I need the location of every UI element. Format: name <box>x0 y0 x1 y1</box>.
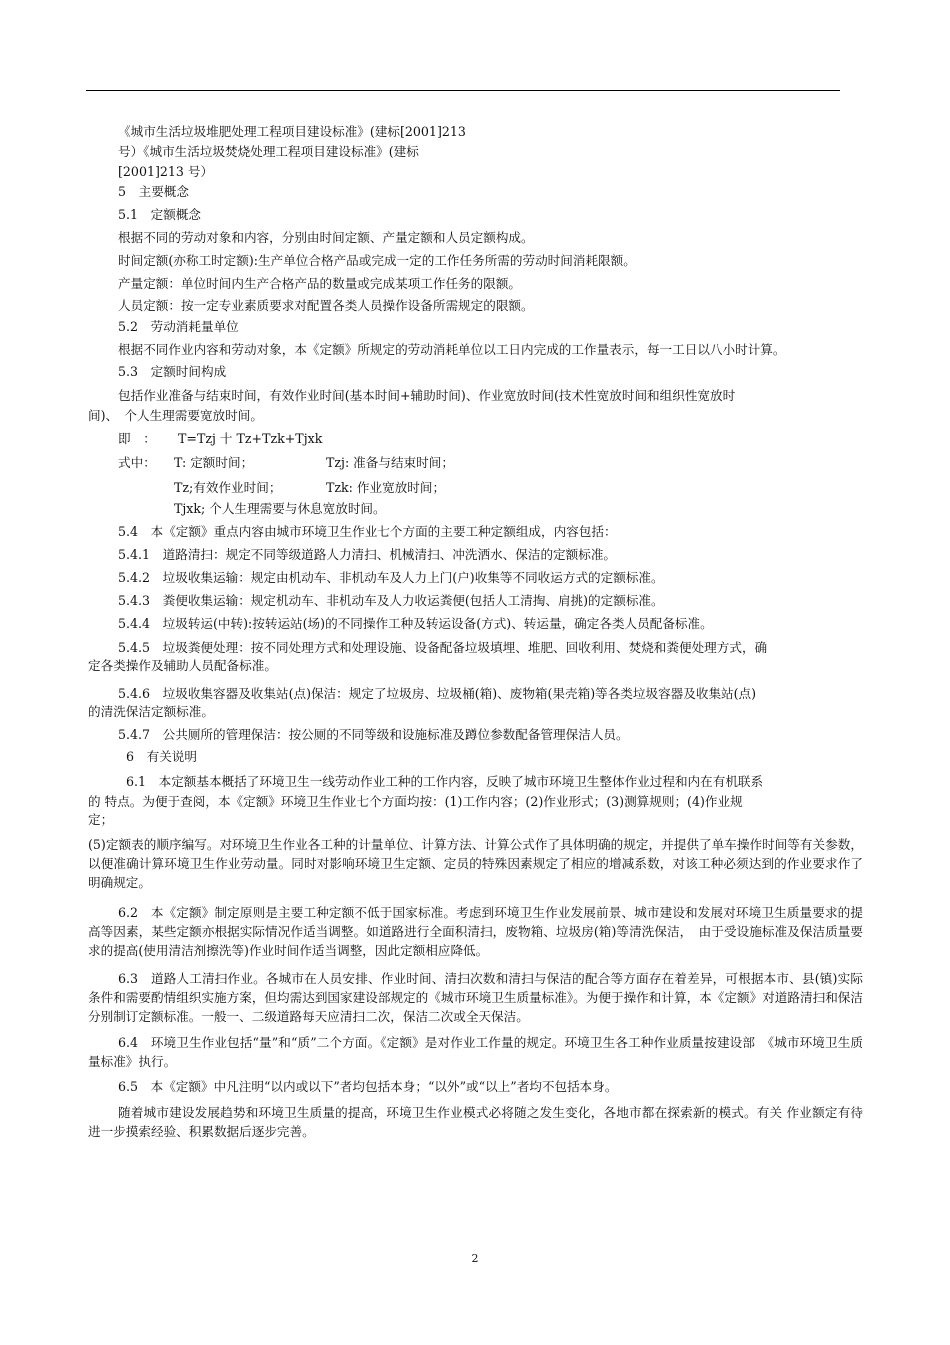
reference-line-1: 《城市生活垃圾堆肥处理工程项目建设标准》(建标[2001]213 <box>118 124 466 139</box>
closing-paragraph: 随着城市建设发展趋势和环境卫生质量的提高，环境卫生作业模式必将随之发生变化，各地市都在探索新的模式。有关 作业额定有待进一步摸索经验、积累数据后逐步完善。 <box>88 1105 863 1139</box>
item-5-4-4: 5.4.4 垃圾转运(中转):按转运站(场)的不同操作工种及转运设备(方式)、转运量，确定各类人员配备标准。 <box>118 616 713 631</box>
item-5-4-3: 5.4.3 粪便收集运输：规定机动车、非机动车及人力收运粪便(包括人工清掏、肩挑)的定额标准。 <box>118 593 664 608</box>
section-5-3-heading: 5.3 定额时间构成 <box>118 364 227 379</box>
paragraph-6-3: 6.3 道路人工清扫作业。各城市在人员安排、作业时间、清扫次数和清扫与保洁的配合等方面存在着差异，可根据本市、县(镇)实际条件和需要酌情组织实施方案，但均需达到国家建设部规定的《城市环境卫生质量标准》。为便于操作和计算，本《定额》对道路清扫和保洁分别制订定额标准。一般一、二级道路每天应清扫二次，保洁二次或全天保洁。 <box>88 971 863 1024</box>
item-5-4-5: 5.4.5 垃圾粪便处理：按不同处理方式和处理设施、设备配备垃圾填埋、堆肥、回收利用、焚烧和粪便处理方式，确 <box>118 640 768 655</box>
item-5-4-5-continued: 定各类操作及辅助人员配备标准。 <box>88 658 277 673</box>
paragraph: 根据不同的劳动对象和内容，分别由时间定额、产量定额和人员定额构成。 <box>118 230 534 245</box>
section-5-1-heading: 5.1 定额概念 <box>118 207 201 222</box>
page-number: 2 <box>471 1252 479 1265</box>
section-6-heading: 6 有关说明 <box>126 749 197 764</box>
paragraph: 产量定额：单位时间内生产合格产品的数量或完成某项工作任务的限额。 <box>118 276 521 291</box>
item-5-4-7: 5.4.7 公共厕所的管理保洁：按公厕的不同等级和设施标准及蹲位参数配备管理保洁人员。 <box>118 727 629 742</box>
paragraph-6-1-continued: 定； <box>88 812 114 827</box>
item-5-4-1: 5.4.1 道路清扫：规定不同等级道路人力清扫、机械清扫、冲洗洒水、保洁的定额标准。 <box>118 547 617 562</box>
paragraph-6-1-body: (5)定额表的顺序编写。对环境卫生作业各工种的计量单位、计算方法、计算公式作了具体明确的规定，并提供了单车操作时间等有关参数，以便准确计算环境卫生作业劳动量。同时对影响环境卫生定额、定员的特殊因素规定了相应的增减系数，对该工种必须达到的作业要求作了明确规定。 <box>88 837 863 890</box>
section-5-heading: 5 主要概念 <box>118 184 189 199</box>
definition: T: 定额时间； <box>174 455 254 470</box>
paragraph: 间)、 个人生理需要宽放时间。 <box>88 408 263 423</box>
paragraph-6-1: 6.1 本定额基本概括了环境卫生一线劳动作业工种的工作内容，反映了城市环境卫生整体作业过程和内在有机联系 <box>126 774 764 789</box>
reference-line-2: 号）《城市生活垃圾焚烧处理工程项目建设标准》(建标 <box>118 144 419 159</box>
paragraph-6-4: 6.4 环境卫生作业包括“量”和“质”二个方面。《定额》是对作业工作量的规定。环境卫生各工种作业质量按建设部 《城市环境卫生质量标准》执行。 <box>88 1035 863 1069</box>
definition: Tzj: 准备与结束时间； <box>326 455 454 470</box>
paragraph-6-5: 6.5 本《定额》中凡注明“以内或以下”者均包括本身；“以外”或“以上”者均不包括本身。 <box>118 1079 618 1094</box>
item-5-4-6-continued: 的清洗保洁定额标准。 <box>88 704 214 719</box>
section-5-2-heading: 5.2 劳动消耗量单位 <box>118 319 239 334</box>
definition: Tz;有效作业时间； <box>174 480 282 495</box>
definition: Tjxk; 个人生理需要与休息宽放时间。 <box>174 501 386 516</box>
paragraph: 人员定额：按一定专业素质要求对配置各类人员操作设备所需规定的限额。 <box>118 298 534 313</box>
item-5-4-6: 5.4.6 垃圾收集容器及收集站(点)保洁：规定了垃圾房、垃圾桶(箱)、废物箱(果壳箱)等各类垃圾容器及收集站(点) <box>118 686 757 701</box>
definition: Tzk: 作业宽放时间； <box>326 480 446 495</box>
section-5-4-heading: 5.4 本《定额》重点内容由城市环境卫生作业七个方面的主要工种定额组成，内容包括： <box>118 524 617 539</box>
equation: T=Tzj 十 Tz+Tzk+Tjxk <box>178 431 323 446</box>
paragraph: 根据不同作业内容和劳动对象，本《定额》所规定的劳动消耗单位以工日内完成的工作量表示，每一工日以八小时计算。 <box>118 342 786 357</box>
item-5-4-2: 5.4.2 垃圾收集运输：规定由机动车、非机动车及人力上门(户)收集等不同收运方式的定额标准。 <box>118 570 664 585</box>
paragraph: 时间定额(亦称工时定额):生产单位合格产品或完成一定的工作任务所需的劳动时间消耗限额。 <box>118 253 636 268</box>
paragraph-6-1-continued: 的 特点。为便于查阅，本《定额》环境卫生作业七个方面均按：(1)工作内容；(2)作业形式；(3)测算规则；(4)作业规 <box>88 794 743 809</box>
definition-label: 式中： <box>118 455 156 470</box>
reference-line-3: [2001]213 号） <box>118 164 214 179</box>
paragraph-6-2: 6.2 本《定额》制定原则是主要工种定额不低于国家标准。考虑到环境卫生作业发展前景、城市建设和发展对环境卫生质量要求的提高等因素，某些定额亦根据实际情况作适当调整。如道路进行全面积清扫，废物箱、垃圾房(箱)等清洗保洁， 由于受设施标准及保洁质量要求的提高(使用清洁剂擦洗等)作业时间作适当调整，因此定额相应降低。 <box>88 905 863 958</box>
header-rule <box>86 90 840 91</box>
equation-label: 即 ： <box>118 431 156 446</box>
paragraph: 包括作业准备与结束时间，有效作业时间(基本时间+辅助时间)、作业宽放时间(技术性宽放时间和组织性宽放时 <box>118 388 736 403</box>
